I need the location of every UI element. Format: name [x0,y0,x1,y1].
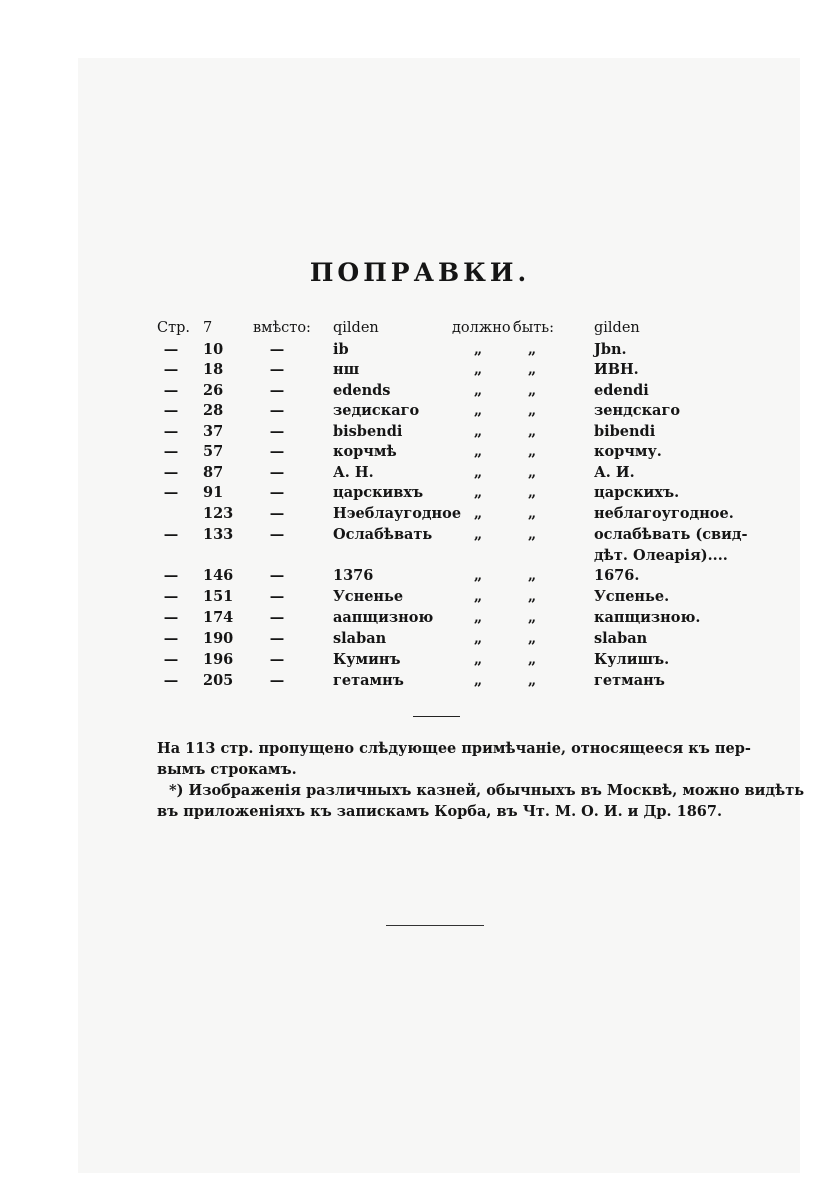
row-wrong: bisbendi [333,423,403,440]
row-right: bibendi [594,423,656,440]
row-sep: — [269,443,285,460]
row-sep: — [269,505,285,522]
row-dash: — [163,651,179,668]
errata-row [0,464,840,485]
row-wrong: зедискаго [333,402,420,419]
row-quote-1: „ [473,402,483,419]
row-sep: — [269,651,285,668]
row-right-continued: дѣт. Олеарія).... [594,547,728,564]
row-quote-2: „ [527,651,537,668]
row-quote-1: „ [473,526,483,543]
header-must-be-1: должно [452,320,511,336]
row-quote-1: „ [473,567,483,584]
row-right: ИВН. [594,361,639,378]
row-dash: — [163,341,179,358]
row-wrong: Ослабѣвать [333,526,433,543]
row-quote-2: „ [527,443,537,460]
row-quote-2: „ [527,341,537,358]
row-page: 18 [203,361,224,378]
row-right: корчму. [594,443,662,460]
row-quote-2: „ [527,382,537,399]
errata-row [0,505,840,526]
errata-row [0,402,840,423]
row-quote-1: „ [473,588,483,605]
errata-row [0,567,840,588]
row-page: 196 [203,651,234,668]
row-wrong: slaban [333,630,387,647]
row-wrong: ib [333,341,349,358]
header-must-be-2: быть: [513,320,555,336]
end-divider [386,925,484,926]
row-right: неблагоугодное. [594,505,734,522]
errata-row [0,484,840,505]
row-dash: — [163,588,179,605]
row-quote-2: „ [527,672,537,689]
row-wrong: царскивхъ [333,484,424,501]
row-sep: — [269,484,285,501]
errata-row [0,672,840,693]
errata-row [0,423,840,444]
row-quote-2: „ [527,526,537,543]
errata-row [0,443,840,464]
row-wrong: корчмѣ [333,443,397,460]
row-sep: — [269,402,285,419]
section-divider [413,716,460,717]
header-wrong: qilden [333,320,379,336]
row-right: зендскаго [594,402,681,419]
row-sep: — [269,382,285,399]
row-sep: — [269,361,285,378]
row-quote-2: „ [527,484,537,501]
errata-row [0,526,840,547]
errata-row [0,361,840,382]
row-dash: — [163,526,179,543]
row-dash: — [163,443,179,460]
row-page: 37 [203,423,224,440]
row-wrong: гетамнъ [333,672,404,689]
row-dash: — [163,630,179,647]
row-quote-2: „ [527,464,537,481]
note-line-4: въ приложеніяхъ къ запискамъ Корба, въ Чт. М. О. И. и Др. 1867. [157,803,723,820]
row-quote-2: „ [527,567,537,584]
row-sep: — [269,526,285,543]
row-right: slaban [594,630,648,647]
row-right: гетманъ [594,672,665,689]
row-sep: — [269,672,285,689]
row-sep: — [269,423,285,440]
row-sep: — [269,464,285,481]
row-page: 174 [203,609,234,626]
row-quote-1: „ [473,630,483,647]
row-dash: — [163,567,179,584]
row-quote-1: „ [473,423,483,440]
row-quote-1: „ [473,651,483,668]
row-page: 123 [203,505,234,522]
header-right: gilden [594,320,640,336]
row-dash: — [163,672,179,689]
row-right: Кулишъ. [594,651,670,668]
row-sep: — [269,567,285,584]
row-right: царскихъ. [594,484,680,501]
row-sep: — [269,609,285,626]
omitted-note [157,738,805,822]
row-quote-1: „ [473,382,483,399]
row-right: капщизною. [594,609,701,626]
row-sep: — [269,341,285,358]
row-quote-1: „ [473,505,483,522]
note-line-1: На 113 стр. пропущено слѣдующее примѣчаніе, относящееся къ пер- [157,740,751,757]
row-right: ослабѣвать (свид- [594,526,748,543]
errata-row [0,651,840,672]
row-dash: — [163,464,179,481]
row-page: 57 [203,443,224,460]
row-quote-2: „ [527,361,537,378]
row-sep: — [269,630,285,647]
errata-row [0,382,840,403]
row-page: 151 [203,588,234,605]
row-quote-2: „ [527,402,537,419]
row-quote-1: „ [473,443,483,460]
row-sep: — [269,588,285,605]
row-page: 205 [203,672,234,689]
row-right: Успенье. [594,588,670,605]
errata-row-continuation [0,547,840,568]
note-line-2: вымъ строкамъ. [157,761,297,778]
row-right: А. И. [594,464,635,481]
row-wrong: Нэеблаугодное [333,505,462,522]
errata-header-row [0,320,840,341]
row-page: 28 [203,402,224,419]
row-dash: — [163,484,179,501]
row-page: 91 [203,484,224,501]
row-quote-2: „ [527,588,537,605]
row-quote-1: „ [473,609,483,626]
errata-row [0,588,840,609]
row-wrong: edends [333,382,391,399]
row-page: 10 [203,341,224,358]
note-line-3: *) Изображенія различныхъ казней, обычныхъ въ Москвѣ, можно видѣть [169,782,805,799]
row-quote-1: „ [473,464,483,481]
row-dash: — [163,382,179,399]
row-wrong: Усненье [333,588,404,605]
row-quote-1: „ [473,361,483,378]
row-wrong: Куминъ [333,651,401,668]
errata-row [0,341,840,362]
header-instead: вмѣсто: [253,320,311,336]
row-dash: — [163,423,179,440]
page-title: ПОПРАВКИ. [309,258,531,287]
row-page: 190 [203,630,234,647]
row-page: 87 [203,464,224,481]
row-quote-2: „ [527,630,537,647]
row-wrong: нш [333,361,360,378]
row-dash: — [163,402,179,419]
row-quote-2: „ [527,423,537,440]
errata-row [0,630,840,651]
row-wrong: аапщизною [333,609,434,626]
row-quote-2: „ [527,609,537,626]
row-dash: — [163,361,179,378]
row-page: 26 [203,382,224,399]
row-right: 1676. [594,567,640,584]
row-wrong: 1376 [333,567,374,584]
row-right: Jbn. [594,341,627,358]
row-right: edendi [594,382,649,399]
row-dash: — [163,609,179,626]
row-page: 146 [203,567,234,584]
row-quote-1: „ [473,672,483,689]
errata-row [0,609,840,630]
row-quote-2: „ [527,505,537,522]
header-page: 7 [203,320,213,336]
header-str: Стр. [157,320,191,336]
row-wrong: А. Н. [333,464,374,481]
row-page: 133 [203,526,234,543]
row-quote-1: „ [473,484,483,501]
row-quote-1: „ [473,341,483,358]
